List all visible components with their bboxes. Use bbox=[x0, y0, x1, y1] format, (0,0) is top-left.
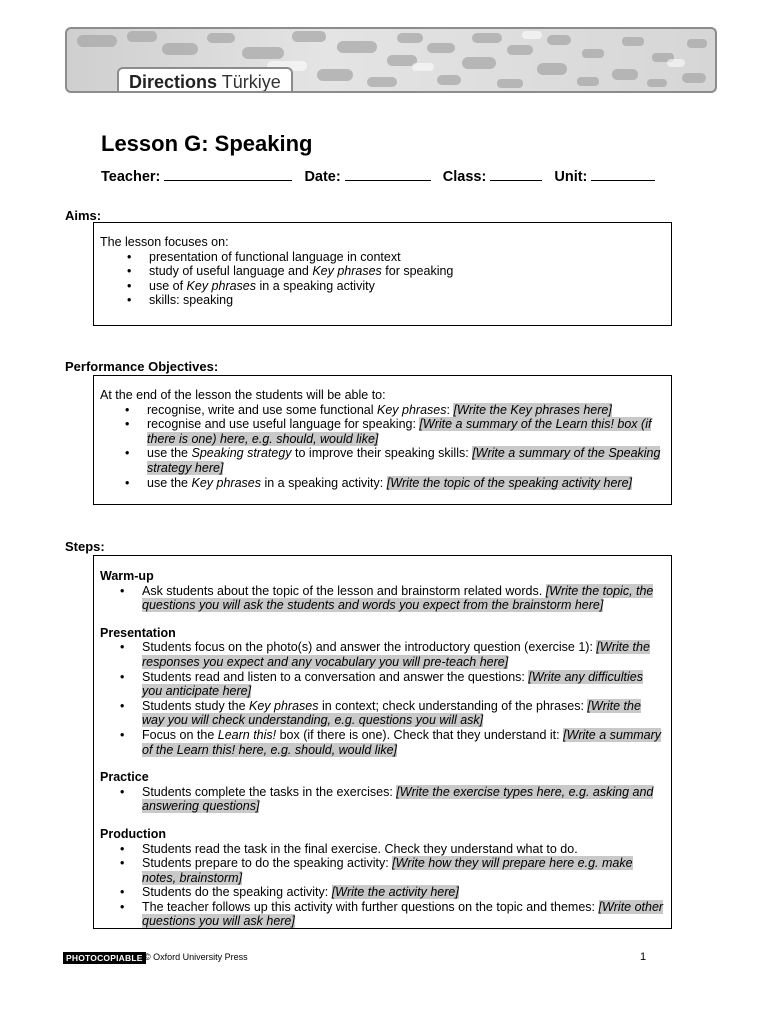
objectives-box bbox=[93, 375, 672, 505]
list-item: • Students complete the tasks in the exercises: [Write the exercise types here, e.g. asking and answering questions] bbox=[142, 785, 665, 814]
presentation-heading: Presentation bbox=[100, 625, 176, 640]
unit-label: Unit: bbox=[554, 169, 588, 185]
list-item: • Focus on the Learn this! box (if there is one). Check that they understand it: [Write a summary of the Learn this! here, e.g. should, would like] bbox=[142, 728, 665, 757]
list-item: • use the Key phrases in a speaking activity: [Write the topic of the speaking activity here] bbox=[147, 476, 665, 491]
brand-region: Türkiye bbox=[221, 72, 281, 92]
warmup-heading: Warm-up bbox=[100, 569, 154, 583]
class-field[interactable] bbox=[490, 166, 542, 181]
placeholder-highlight[interactable]: [Write a summary of the Learn this! here, e.g. should, would like] bbox=[142, 727, 662, 757]
list-item: • recognise, write and use some functional Key phrases: [Write the Key phrases here] bbox=[147, 403, 665, 418]
date-field[interactable] bbox=[345, 166, 431, 181]
placeholder-highlight[interactable]: [Write how they will prepare here e.g. make notes, brainstorm] bbox=[142, 856, 633, 885]
placeholder-highlight[interactable]: [Write the Key phrases here] bbox=[453, 402, 612, 417]
page-title: Lesson G: Speaking bbox=[101, 131, 313, 156]
placeholder-highlight[interactable]: [Write any difficulties you anticipate here] bbox=[142, 669, 643, 699]
placeholder-highlight[interactable]: [Write a summary of the Speaking strategy here] bbox=[147, 446, 661, 475]
warmup-list bbox=[100, 584, 665, 613]
list-item: • The teacher follows up this activity with further questions on the topic and themes: [Write other questions you will ask here] bbox=[142, 900, 665, 929]
date-label: Date: bbox=[304, 169, 341, 185]
header-banner bbox=[65, 27, 717, 93]
placeholder-highlight[interactable]: [Write other questions you will ask here] bbox=[142, 899, 664, 929]
copyright-text: © Oxford University Press bbox=[144, 952, 248, 962]
aims-heading: Aims: bbox=[65, 208, 102, 223]
presentation-list bbox=[100, 640, 665, 757]
list-item: • Students read and listen to a conversation and answer the questions: [Write any difficulties you anticipate here] bbox=[142, 670, 665, 699]
placeholder-highlight[interactable]: [Write the way you will check understanding, e.g. questions you will ask] bbox=[142, 698, 641, 728]
objectives-intro: At the end of the lesson the students will be able to: bbox=[100, 388, 386, 402]
brand-logo bbox=[117, 67, 293, 93]
list-item: • Students prepare to do the speaking activity: [Write how they will prepare here e.g. make notes, brainstorm] bbox=[142, 856, 665, 885]
placeholder-highlight[interactable]: [Write the activity here] bbox=[331, 885, 459, 900]
list-item: • use of Key phrases in a speaking activity bbox=[149, 279, 665, 294]
practice-heading: Practice bbox=[100, 770, 149, 785]
steps-heading: Steps: bbox=[65, 539, 105, 554]
list-item: • use the Speaking strategy to improve their speaking skills: [Write a summary of the Speaking strategy here] bbox=[147, 446, 665, 475]
list-item: • Students focus on the photo(s) and answer the introductory question (exercise 1): [Write the responses you expect and any vocabulary you will pre-teach here] bbox=[142, 640, 665, 669]
aims-list bbox=[100, 250, 665, 308]
teacher-field[interactable] bbox=[164, 166, 292, 181]
placeholder-highlight[interactable]: [Write the topic of the speaking activity here] bbox=[386, 475, 632, 490]
production-list bbox=[100, 842, 665, 930]
list-item: • study of useful language and Key phrases for speaking bbox=[149, 264, 665, 279]
production-heading: Production bbox=[100, 826, 166, 841]
placeholder-highlight[interactable]: [Write the exercise types here, e.g. asking and answering questions] bbox=[142, 784, 654, 814]
list-item: • presentation of functional language in context bbox=[149, 250, 665, 265]
placeholder-highlight[interactable]: [Write the responses you expect and any vocabulary you will pre-teach here] bbox=[142, 640, 650, 669]
list-item: • Students do the speaking activity: [Write the activity here] bbox=[142, 885, 665, 900]
teacher-label: Teacher: bbox=[101, 169, 161, 185]
aims-box bbox=[93, 222, 672, 326]
objectives-list bbox=[100, 403, 665, 491]
lesson-meta-row bbox=[101, 166, 663, 185]
list-item: • skills: speaking bbox=[149, 293, 665, 308]
practice-list bbox=[100, 785, 665, 814]
aims-intro: The lesson focuses on: bbox=[100, 235, 229, 249]
class-label: Class: bbox=[442, 169, 487, 185]
list-item: • Students study the Key phrases in context; check understanding of the phrases: [Write the way you will check understanding, e.g. questions you will ask] bbox=[142, 699, 665, 728]
unit-field[interactable] bbox=[591, 166, 655, 181]
list-item: • Students read the task in the final exercise. Check they understand what to do. bbox=[142, 842, 665, 857]
placeholder-highlight[interactable]: [Write a summary of the Learn this! box (if there is one) here, e.g. should, would like] bbox=[147, 417, 652, 446]
brand-name: Directions bbox=[129, 72, 218, 92]
objectives-heading: Performance Objectives: bbox=[65, 359, 219, 374]
photocopiable-badge: PHOTOCOPIABLE bbox=[63, 952, 146, 964]
steps-box bbox=[93, 555, 672, 929]
page-number: 1 bbox=[640, 951, 647, 963]
placeholder-highlight[interactable]: [Write the topic, the questions you will ask the students and words you expect from the brainstorm here] bbox=[142, 583, 654, 613]
list-item: • recognise and use useful language for speaking: [Write a summary of the Learn this! box (if there is one) here, e.g. should, would like] bbox=[147, 417, 665, 446]
list-item: • Ask students about the topic of the lesson and brainstorm related words. [Write the topic, the questions you will ask the students and words you expect from the brainstorm here] bbox=[142, 584, 665, 613]
